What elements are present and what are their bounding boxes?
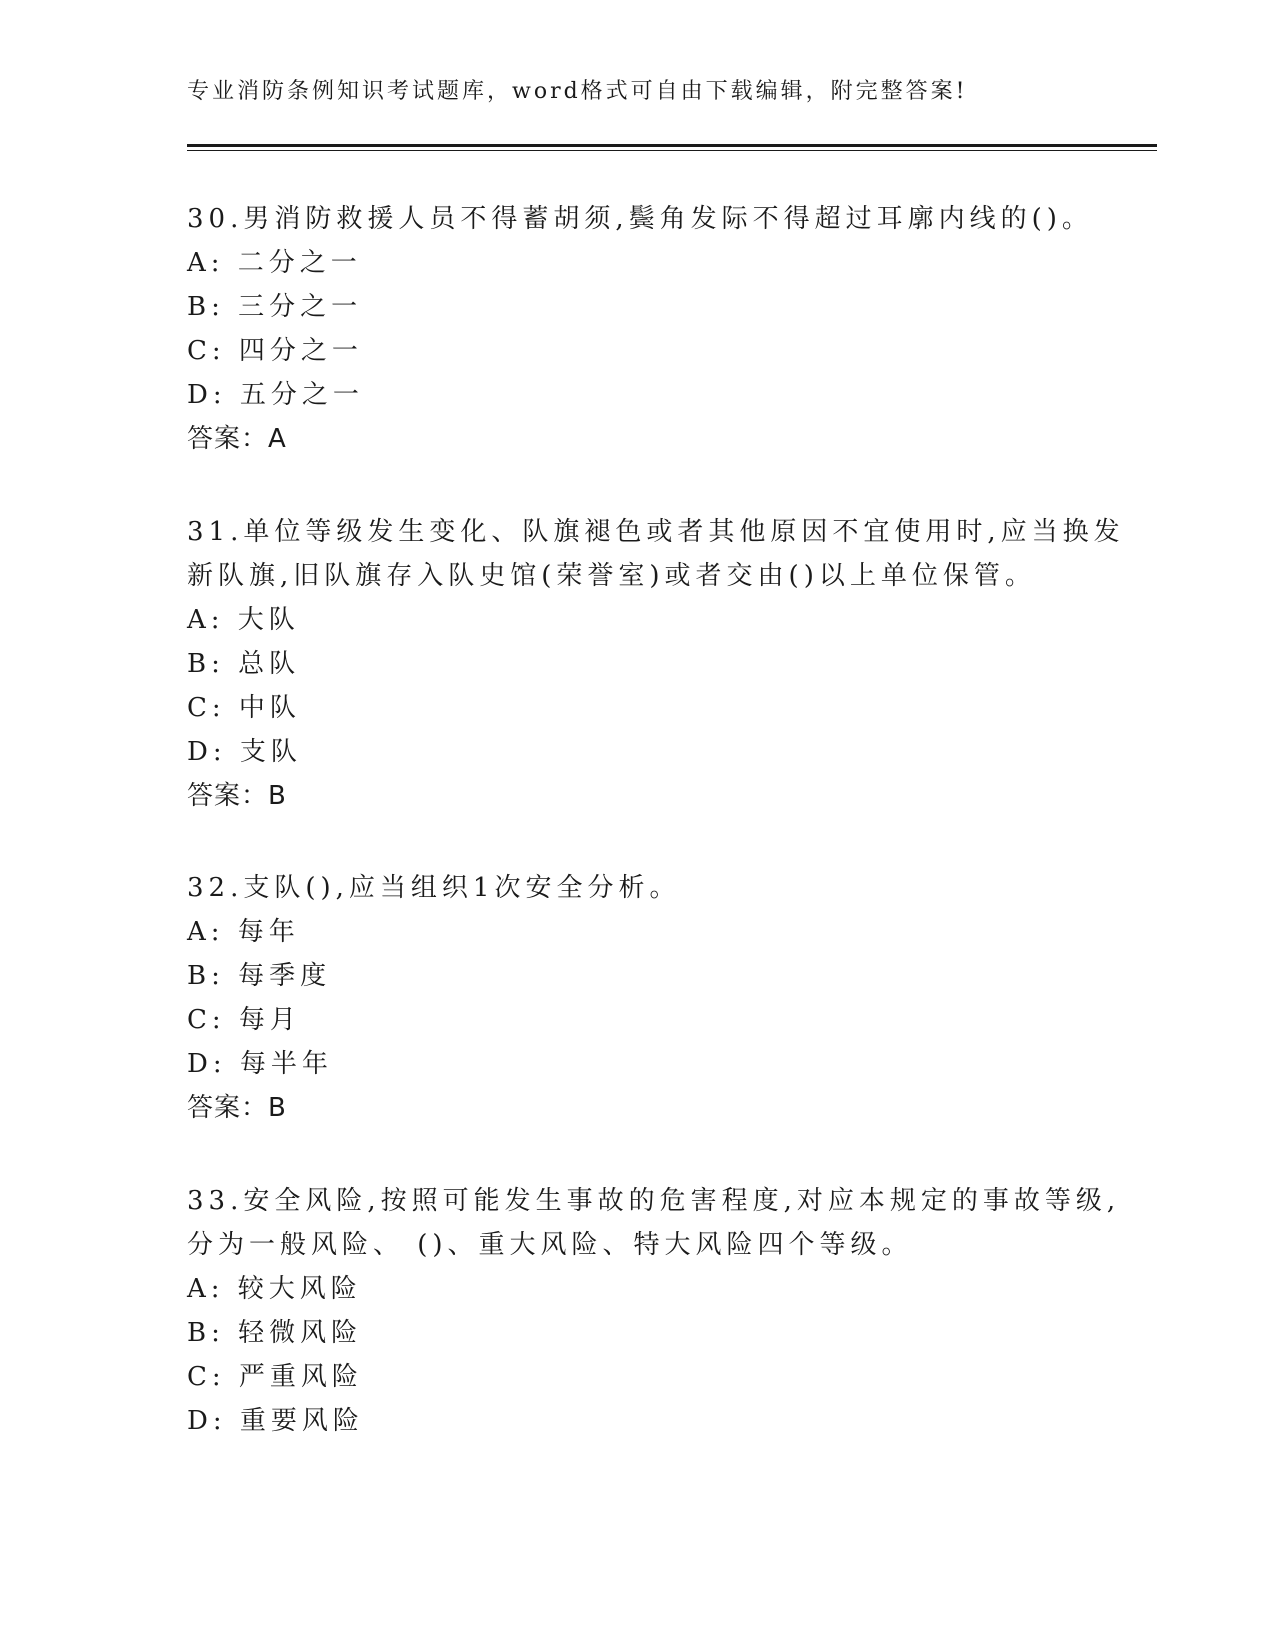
question-31-option-b: B: 总队 — [187, 649, 301, 679]
question-31-answer: 答案：B — [187, 781, 287, 811]
question-33-option-a: A: 较大风险 — [187, 1274, 362, 1304]
question-30-option-c: C: 四分之一 — [187, 336, 363, 366]
question-33-option-b: B: 轻微风险 — [187, 1318, 363, 1348]
question-33-option-d: D: 重要风险 — [187, 1406, 364, 1436]
question-32-option-d: D: 每半年 — [187, 1049, 333, 1079]
question-32-option-b: B: 每季度 — [187, 961, 332, 991]
question-30-option-d: D: 五分之一 — [187, 380, 364, 410]
question-33-option-c: C: 严重风险 — [187, 1362, 363, 1392]
question-30-option-b: B: 三分之一 — [187, 292, 363, 322]
question-31-option-d: D: 支队 — [187, 737, 302, 767]
question-32-answer: 答案：B — [187, 1093, 287, 1123]
question-30-option-a: A: 二分之一 — [187, 248, 362, 278]
question-31-option-c: C: 中队 — [187, 693, 301, 723]
question-32-stem: 32.支队(),应当组织1次安全分析。 — [187, 873, 681, 903]
question-32-option-c: C: 每月 — [187, 1005, 301, 1035]
question-30-stem: 30.男消防救援人员不得蓄胡须,鬓角发际不得超过耳廓内线的()。 — [187, 204, 1093, 234]
question-31-stem-line-2: 新队旗,旧队旗存入队史馆(荣誉室)或者交由()以上单位保管。 — [187, 561, 1036, 591]
page-header: 专业消防条例知识考试题库，word格式可自由下载编辑，附完整答案! — [187, 79, 968, 104]
question-33-stem-line-2: 分为一般风险、 ()、重大风险、特大风险四个等级。 — [187, 1230, 913, 1260]
question-33-stem-line-1: 33.安全风险,按照可能发生事故的危害程度,对应本规定的事故等级, — [187, 1186, 1121, 1216]
question-31-option-a: A: 大队 — [187, 605, 300, 635]
question-30-answer: 答案：A — [187, 424, 287, 454]
header-rule-thick — [187, 144, 1157, 147]
question-31-stem-line-1: 31.单位等级发生变化、队旗褪色或者其他原因不宜使用时,应当换发 — [187, 517, 1125, 547]
header-rule-thin — [187, 150, 1157, 151]
question-32-option-a: A: 每年 — [187, 917, 300, 947]
